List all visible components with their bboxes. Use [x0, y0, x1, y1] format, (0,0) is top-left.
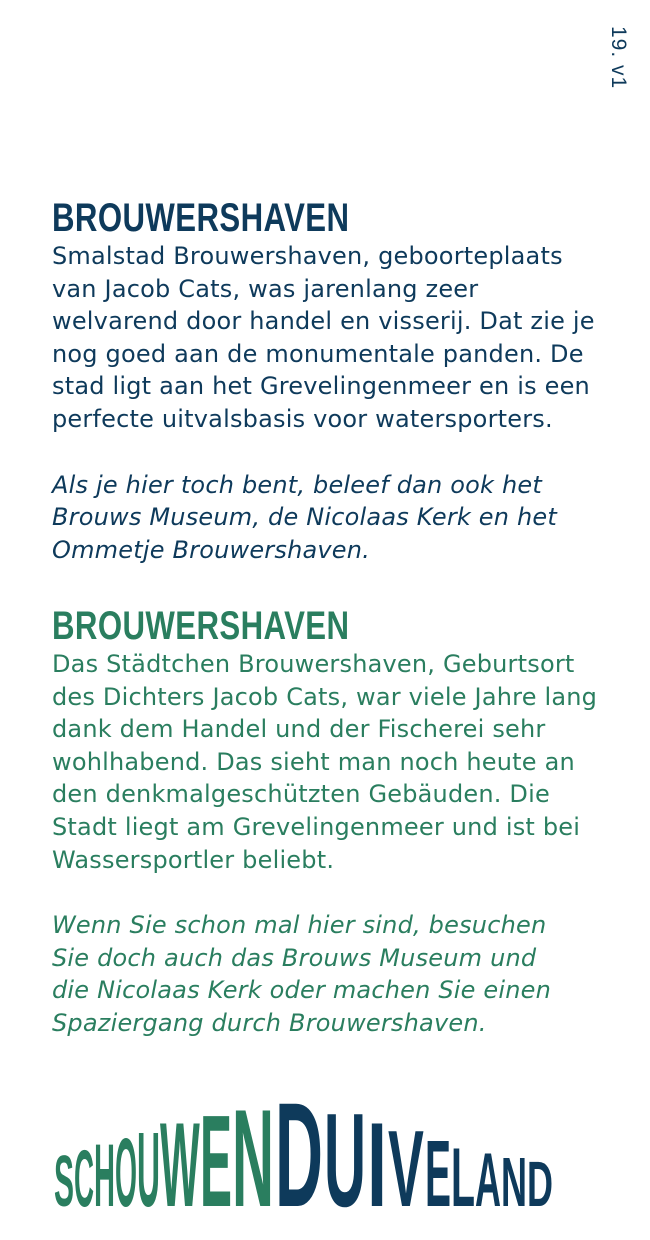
logo-letter: D: [527, 1148, 554, 1210]
logo-letter: N: [232, 1100, 274, 1210]
section-dutch: [52, 196, 622, 566]
section-tip: Als je hier toch bent, beleef dan ook het Brouws Museum, de Nicolaas Kerk en het Ommetje Brouwershaven.: [52, 470, 558, 564]
logo-letter: S: [54, 1140, 74, 1210]
logo-letter: I: [367, 1100, 387, 1210]
section-body: Das Städtchen Brouwershaven, Geburtsort des Dichters Jacob Cats, war viele Jahre lang dank dem Handel und der Fischerei sehr wohlhabend. Das sieht man noch heute an den denkmalgeschützten Gebäuden. Die Stadt liegt am Grevelingenmeer und ist bei Wassersportler beliebt.: [52, 650, 598, 874]
logo-wordmark: [54, 1100, 599, 1210]
page-code: 19. v1: [607, 26, 630, 90]
section-tip: Wenn Sie schon mal hier sind, besuchen Sie doch auch das Brouws Museum und die Nicolaas Kerk oder machen Sie einen Spaziergang durch Brouwershaven.: [52, 911, 552, 1037]
logo-letter: C: [74, 1132, 95, 1210]
logo-letter: U: [324, 1100, 366, 1210]
section-title: BROUWERSHAVEN: [52, 604, 350, 648]
logo-letter: H: [94, 1126, 116, 1210]
section-body: Smalstad Brouwershaven, geboorteplaats van Jacob Cats, was jarenlang zeer welvarend door handel en visserij. Dat zie je nog goed aan de monumentale panden. De stad ligt aan het Grevelingenmeer en is een perfecte uitvalsbasis voor watersporters.: [52, 242, 595, 433]
logo-letter: A: [475, 1136, 502, 1210]
logo-letter: L: [451, 1130, 475, 1210]
logo-letter: U: [137, 1109, 160, 1210]
logo-letter: O: [115, 1119, 137, 1210]
logo-letter: E: [200, 1100, 233, 1210]
logo-letter: W: [160, 1100, 200, 1210]
logo-letter: V: [388, 1109, 424, 1210]
logo-letter: N: [501, 1143, 527, 1210]
logo-letter: E: [425, 1122, 451, 1210]
section-title: BROUWERSHAVEN: [52, 196, 350, 240]
schouwen-duiveland-logo: [54, 1100, 599, 1210]
logo-letter: D: [275, 1100, 324, 1210]
section-german: [52, 604, 622, 1040]
